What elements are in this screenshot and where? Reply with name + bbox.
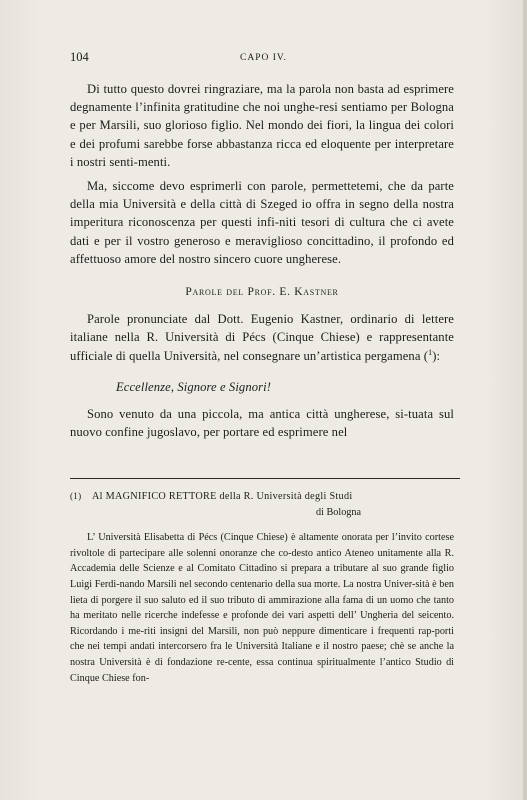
page-number: 104 <box>70 50 89 64</box>
running-title: CAPO IV. <box>240 53 287 63</box>
running-header <box>70 50 470 70</box>
footnote-heading-line2: di Bologna <box>316 506 361 518</box>
section-heading: Parole del Prof. E. Kastner <box>185 286 339 299</box>
footnote-heading <box>70 489 454 505</box>
footnote <box>70 489 454 686</box>
paragraph: Sono venuto da una piccola, ma antica città ungherese, si-tuata sul nuovo confine jugoslavo, per portare ed esprimere nel <box>70 407 454 440</box>
footnote-text: L’ Università Elisabetta di Pécs (Cinque Chiese) è altamente onorata per l’invito cortese rivoltole di partecipare alle solenni onoranze che co-desto antico Ateneo unitamente alla R. Accademia delle Scienze e al Comitato Cittadino si prepara a tributare al suo grande figlio Luigi Ferdi-nando Marsili nel secondo centenario della sua morte. La nostra Univer-sità è ben lieta di porgere il suo saluto ed il suo tributo di ammirazione alla fama di un uomo che tanto ha meritato nelle ricerche indefesse e profonde dei vari aspetti dell’ Ungheria del seicento. Ricordando i me-riti insigni del Marsili, non può neppure dimenticare i frequenti rap-porti che nei tempi andati intercorsero fra le Università Italiane e il nostro paese; chè se anche la nostra Università è di fondazione re-cente, essa continua spiritualmente l’antico Studio di Cinque Chiese fon- <box>70 532 454 684</box>
paragraph: Ma, siccome devo esprimerli con parole, permettetemi, che da parte della mia Università e della città di Szeged io offra in segno della nostra imperitura riconoscenza per questi infi-niti tesori di cultura che ci avete dati e per il vostro generoso e meraviglioso concittadino, il profondo ed affettuoso amore del nostro sincero cuore ungherese. <box>70 179 454 266</box>
page-edge <box>523 0 527 800</box>
footnote-reference: 1 <box>428 347 433 357</box>
paragraph <box>70 310 454 365</box>
footnote-rule <box>70 478 460 479</box>
footnote-heading-text: Al MAGNIFICO RETTORE della R. Università degli Studi <box>92 491 353 502</box>
paragraph-text-end: ): <box>432 348 441 363</box>
salutation: Eccellenze, Signore e Signori! <box>116 379 272 394</box>
paragraph: Di tutto questo dovrei ringraziare, ma la parola non basta ad esprimere degnamente l’infinita gratitudine che noi unghe-resi sentiamo per Bologna e per Marsili, suo glorioso figlio. Nel mondo dei fiori, la lingua dei colori e dei profumi sarebbe forse abbastanza ricca ed eloquente per interpretare i nostri senti-menti. <box>70 82 454 169</box>
main-text <box>70 80 454 441</box>
footnote-marker: (1) <box>70 491 82 501</box>
paragraph-text: Parole pronunciate dal Dott. Eugenio Kastner, ordinario di lettere italiane nella R. Università di Pécs (Cinque Chiese) e rappresentante ufficiale di quella Università, nel consegnare un’artistica pergamena ( <box>70 312 454 363</box>
